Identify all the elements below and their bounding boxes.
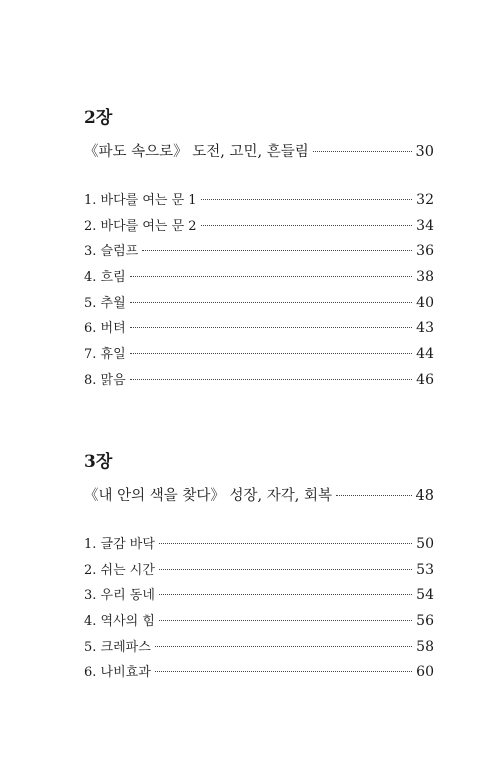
page-number: 44 [416, 346, 434, 363]
dot-leader [159, 569, 412, 570]
toc-entry[interactable] [84, 609, 434, 635]
dot-leader [142, 250, 412, 251]
dot-leader [201, 199, 412, 200]
page-number: 32 [416, 192, 434, 208]
entry-label: 3. 슬럼프 [84, 244, 139, 260]
entry-label: 7. 휴일 [84, 347, 126, 363]
toc-entry[interactable] [84, 291, 434, 317]
entry-label: 2. 바다를 여는 문 2 [84, 218, 197, 234]
dot-leader [130, 327, 412, 328]
dot-leader [201, 225, 412, 226]
toc-entry[interactable] [84, 532, 434, 558]
entry-label: 5. 추월 [84, 295, 126, 311]
section-entry[interactable] [84, 484, 434, 508]
section-label: 《내 안의 색을 찾다》 성장, 자각, 회복 [84, 488, 332, 504]
page-number: 34 [416, 217, 434, 234]
chapter-title: 3장 [84, 452, 113, 472]
chapter-title: 2장 [84, 108, 113, 128]
toc-entry[interactable] [84, 635, 434, 661]
toc-entry[interactable] [84, 239, 434, 265]
dot-leader [130, 276, 412, 277]
toc-entry[interactable] [84, 368, 434, 394]
entry-label: 2. 쉬는 시간 [84, 562, 155, 578]
toc-entry[interactable] [84, 316, 434, 342]
dot-leader [159, 543, 412, 544]
page-number: 56 [416, 613, 434, 630]
page-number: 54 [416, 587, 434, 604]
entry-label: 4. 흐림 [84, 270, 126, 286]
toc-list [84, 188, 434, 394]
page-number: 58 [416, 638, 434, 655]
chapter-3-block [84, 450, 434, 686]
dot-leader [159, 594, 412, 595]
entry-label: 5. 크레파스 [84, 639, 151, 655]
page-number: 60 [416, 664, 434, 681]
section-label: 《파도 속으로》 도전, 고민, 흔들림 [84, 144, 309, 160]
toc-entry[interactable] [84, 660, 434, 686]
dot-leader [159, 620, 412, 621]
toc-entry[interactable] [84, 342, 434, 368]
page-number: 38 [416, 269, 434, 286]
page-number: 36 [416, 243, 434, 260]
toc-entry[interactable] [84, 558, 434, 584]
page-number: 43 [416, 320, 434, 337]
toc-entry[interactable] [84, 265, 434, 291]
page-number: 53 [416, 561, 434, 578]
toc-entry[interactable] [84, 583, 434, 609]
dot-leader [130, 379, 412, 380]
toc-list [84, 532, 434, 686]
chapter-2-block [84, 106, 434, 394]
entry-label: 4. 역사의 힘 [84, 614, 155, 630]
entry-label: 6. 나비효과 [84, 665, 151, 681]
dot-leader [130, 353, 412, 354]
dot-leader [313, 151, 412, 152]
page-number: 30 [415, 144, 434, 160]
entry-label: 3. 우리 동네 [84, 588, 155, 604]
entry-label: 1. 바다를 여는 문 1 [84, 193, 197, 208]
page-number: 40 [416, 294, 434, 311]
dot-leader [155, 671, 412, 672]
page-number: 46 [416, 371, 434, 388]
page-number: 50 [416, 536, 434, 552]
page-number: 48 [415, 488, 434, 504]
entry-label: 1. 글감 바닥 [84, 537, 155, 552]
dot-leader [155, 646, 412, 647]
dot-leader [336, 495, 412, 496]
toc-entry[interactable] [84, 188, 434, 214]
entry-label: 8. 맑음 [84, 372, 126, 388]
dot-leader [130, 302, 412, 303]
toc-entry[interactable] [84, 214, 434, 240]
entry-label: 6. 버텨 [84, 321, 126, 337]
section-entry[interactable] [84, 140, 434, 164]
